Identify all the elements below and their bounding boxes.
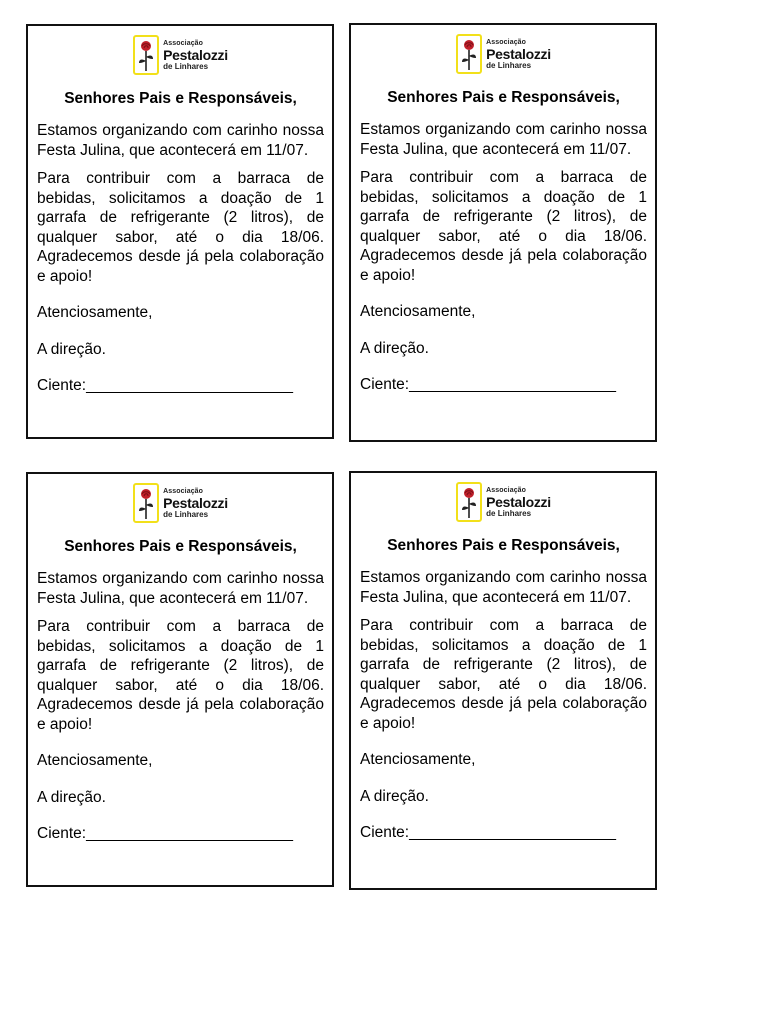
note-card (26, 24, 334, 439)
logo-text-line3: de Linhares (486, 508, 532, 518)
association-logo (360, 29, 647, 79)
closing: Atenciosamente, (37, 752, 153, 769)
acknowledgment-line: Ciente:________________________ (37, 377, 293, 394)
rose-icon (133, 35, 159, 75)
signature: A direção. (37, 788, 106, 806)
logo-text-line3: de Linhares (486, 60, 532, 70)
logo-text-line2: Pestalozzi (163, 46, 228, 63)
logo-text-line2: Pestalozzi (163, 494, 228, 511)
logo-text-line1: Associação (486, 486, 527, 494)
paragraph-donation: Para contribuir com a barraca de bebidas, solicitamos a doação de 1 garrafa de refrigerante (2 litros), de qualquer sabor, até o dia 18/06. Agradecemos desde já pela colaboração e apoio! (37, 170, 324, 285)
closing: Atenciosamente, (360, 751, 476, 768)
paragraph-event: Estamos organizando com carinho nossa Festa Julina, que acontecerá em 11/07. (360, 569, 647, 606)
logo-text-line1: Associação (163, 487, 204, 495)
paragraph-event: Estamos organizando com carinho nossa Festa Julina, que acontecerá em 11/07. (37, 122, 324, 159)
association-logo (37, 478, 324, 528)
rose-icon (456, 34, 482, 74)
greeting: Senhores Pais e Responsáveis, (64, 90, 297, 107)
paragraph-donation: Para contribuir com a barraca de bebidas, solicitamos a doação de 1 garrafa de refrigerante (2 litros), de qualquer sabor, até o dia 18/06. Agradecemos desde já pela colaboração e apoio! (360, 617, 647, 732)
signature: A direção. (360, 339, 429, 357)
paragraph-event: Estamos organizando com carinho nossa Festa Julina, que acontecerá em 11/07. (360, 121, 647, 158)
logo-text-line3: de Linhares (163, 61, 209, 71)
acknowledgment-line: Ciente:________________________ (360, 824, 616, 841)
closing: Atenciosamente, (37, 304, 153, 321)
paragraph-event: Estamos organizando com carinho nossa Festa Julina, que acontecerá em 11/07. (37, 570, 324, 607)
rose-icon (133, 483, 159, 523)
note-card (349, 471, 657, 890)
greeting: Senhores Pais e Responsáveis, (387, 537, 620, 554)
paragraph-donation: Para contribuir com a barraca de bebidas, solicitamos a doação de 1 garrafa de refrigerante (2 litros), de qualquer sabor, até o dia 18/06. Agradecemos desde já pela colaboração e apoio! (360, 169, 647, 284)
logo-text-line1: Associação (163, 39, 204, 47)
paragraph-donation: Para contribuir com a barraca de bebidas, solicitamos a doação de 1 garrafa de refrigerante (2 litros), de qualquer sabor, até o dia 18/06. Agradecemos desde já pela colaboração e apoio! (37, 618, 324, 733)
greeting: Senhores Pais e Responsáveis, (64, 538, 297, 555)
acknowledgment-line: Ciente:________________________ (37, 825, 293, 842)
note-card (26, 472, 334, 887)
greeting: Senhores Pais e Responsáveis, (387, 89, 620, 106)
closing: Atenciosamente, (360, 303, 476, 320)
note-card (349, 23, 657, 442)
association-logo (37, 30, 324, 80)
logo-text-line1: Associação (486, 38, 527, 46)
logo-text-line2: Pestalozzi (486, 45, 551, 62)
logo-text-line2: Pestalozzi (486, 493, 551, 510)
acknowledgment-line: Ciente:________________________ (360, 376, 616, 393)
signature: A direção. (360, 787, 429, 805)
logo-text-line3: de Linhares (163, 509, 209, 519)
rose-icon (456, 482, 482, 522)
association-logo (360, 477, 647, 527)
signature: A direção. (37, 340, 106, 358)
